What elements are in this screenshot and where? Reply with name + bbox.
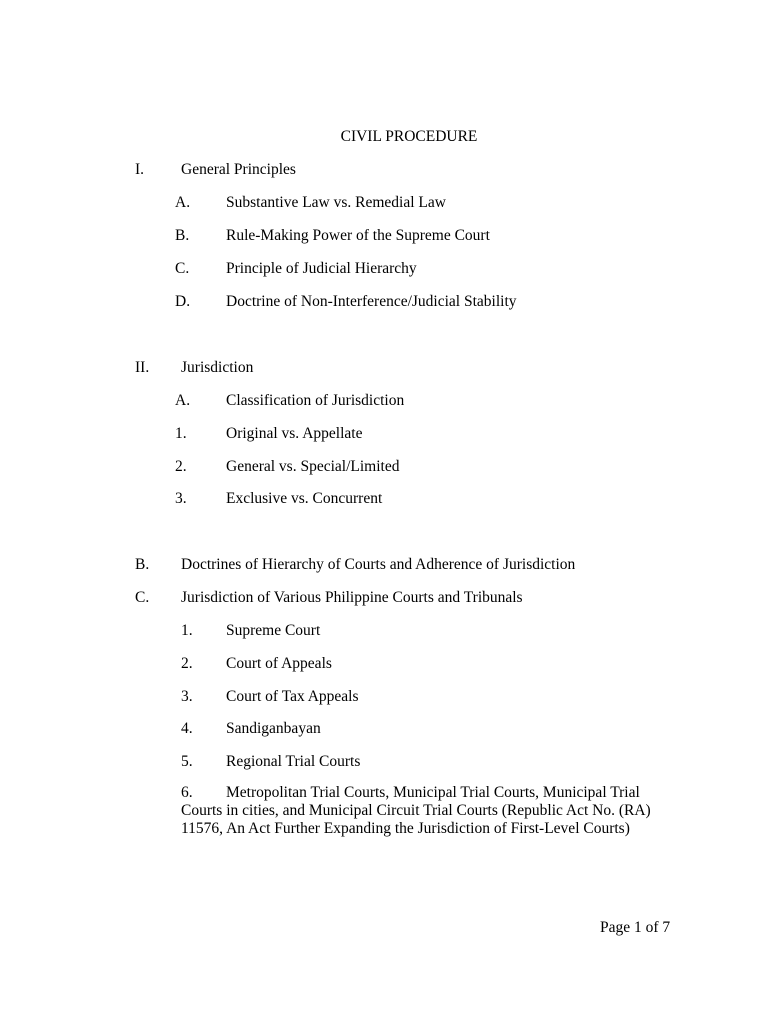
section-title: General Principles bbox=[181, 161, 296, 178]
item-text: Original vs. Appellate bbox=[226, 425, 363, 442]
item-marker: B. bbox=[175, 227, 190, 244]
item-marker: 1. bbox=[181, 622, 193, 639]
item-marker: 4. bbox=[181, 720, 193, 737]
document-title: CIVIL PROCEDURE bbox=[340, 128, 478, 145]
item-text: Supreme Court bbox=[226, 622, 321, 639]
item-text: Principle of Judicial Hierarchy bbox=[226, 260, 417, 277]
item-marker: 2. bbox=[181, 655, 193, 672]
item-text: Rule-Making Power of the Supreme Court bbox=[226, 227, 490, 244]
item-text: Exclusive vs. Concurrent bbox=[226, 490, 383, 507]
item-marker: A. bbox=[175, 194, 191, 211]
item-text: Metropolitan Trial Courts, Municipal Trial Courts, Municipal Trial Courts in cities, and Municipal Circuit Trial Courts (Republic Act No. (RA) 11576, An Act Further Expanding the Jurisdiction of First-Level Courts) bbox=[181, 784, 651, 837]
item-text: Regional Trial Courts bbox=[226, 753, 361, 770]
outline-item-wrapped bbox=[181, 784, 663, 838]
item-text: Court of Tax Appeals bbox=[226, 688, 359, 705]
item-marker: 3. bbox=[175, 490, 187, 507]
item-text: Substantive Law vs. Remedial Law bbox=[226, 194, 446, 211]
section-title: Doctrines of Hierarchy of Courts and Adherence of Jurisdiction bbox=[181, 556, 576, 573]
section-title: Jurisdiction bbox=[181, 359, 254, 376]
section-marker: B. bbox=[135, 556, 150, 573]
section-marker: II. bbox=[135, 359, 150, 376]
item-marker: 6. bbox=[181, 784, 193, 801]
item-marker: A. bbox=[175, 392, 191, 409]
item-text: General vs. Special/Limited bbox=[226, 458, 400, 475]
section-marker: C. bbox=[135, 589, 150, 606]
item-text: Classification of Jurisdiction bbox=[226, 392, 405, 409]
section-marker: I. bbox=[135, 161, 145, 178]
item-marker: 2. bbox=[175, 458, 187, 475]
item-text: Sandiganbayan bbox=[226, 720, 321, 737]
section-title: Jurisdiction of Various Philippine Courts and Tribunals bbox=[181, 589, 523, 606]
item-text: Doctrine of Non-Interference/Judicial Stability bbox=[226, 293, 517, 310]
page-number: Page 1 of 7 bbox=[600, 919, 671, 936]
item-text: Court of Appeals bbox=[226, 655, 332, 672]
item-marker: 5. bbox=[181, 753, 193, 770]
item-marker: D. bbox=[175, 293, 191, 310]
item-marker: 3. bbox=[181, 688, 193, 705]
item-marker: 1. bbox=[175, 425, 187, 442]
item-marker: C. bbox=[175, 260, 190, 277]
